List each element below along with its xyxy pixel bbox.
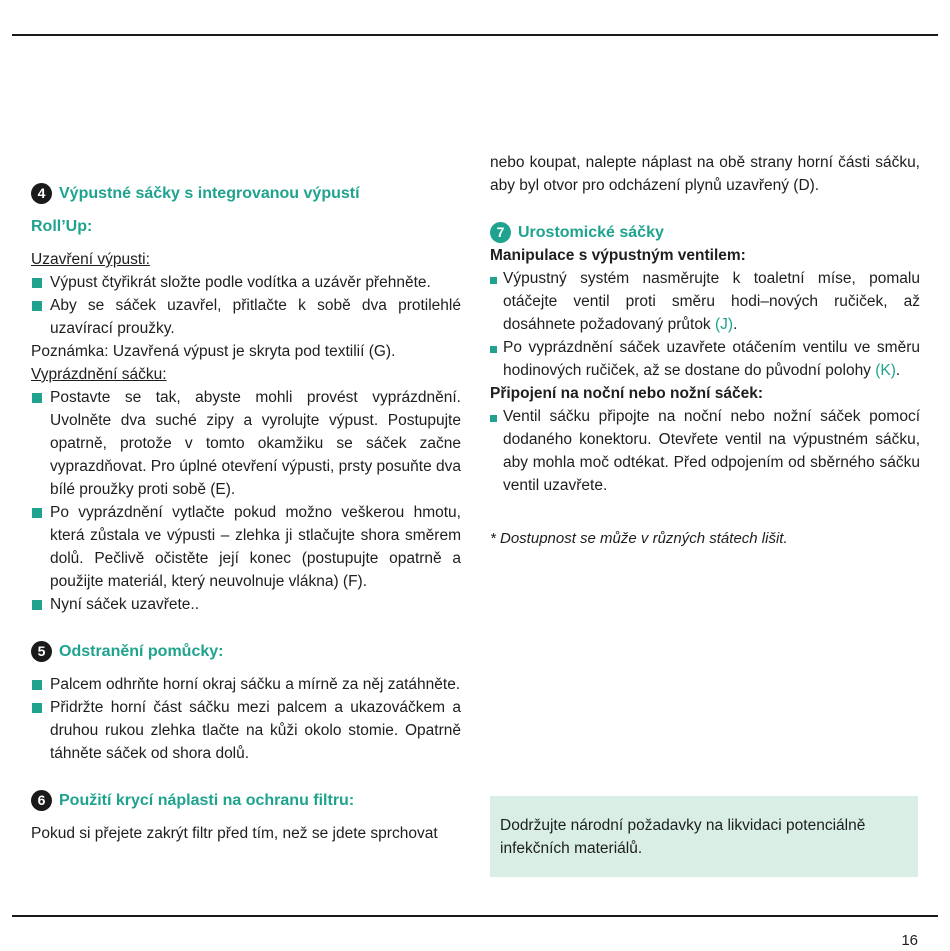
list-item: Přidržte horní část sáčku mezi palcem a ukazováčkem a druhou rukou zlehka tlačte na kůži okolo stomie. Opatrně táhněte sáček od shora dolů. bbox=[31, 696, 461, 765]
section-number-badge: 4 bbox=[31, 183, 52, 204]
section-5-title: Odstranění pomůcky: bbox=[59, 643, 224, 660]
list-item: Po vyprázdnění sáček uzavřete otáčením ventilu ve směru hodinových ručiček, až se dostane do původní polohy (K). bbox=[490, 336, 920, 382]
section-6-title: Použití krycí náplasti na ochranu filtru: bbox=[59, 792, 355, 809]
right-column bbox=[490, 151, 920, 550]
list-item: Palcem odhrňte horní okraj sáčku a mírně za něj zatáhněte. bbox=[31, 673, 461, 696]
availability-note: * Dostupnost se může v různých státech lišit. bbox=[490, 530, 788, 547]
list-item: Ventil sáčku připojte na noční nebo nožní sáček pomocí dodaného konektoru. Otevřete ventil na výpustném sáčku, aby mohla moč odtékat. Před odpojením od sběrného sáčku ventil uzavřete. bbox=[490, 405, 920, 497]
emptying-label: Vyprázdnění sáčku: bbox=[31, 366, 167, 383]
section-number-badge: 6 bbox=[31, 790, 52, 811]
night-bag-list bbox=[490, 405, 920, 497]
section-number-badge: 7 bbox=[490, 222, 511, 243]
disposal-infobox bbox=[490, 796, 918, 877]
list-item: Po vyprázdnění vytlačte pokud možno veškerou hmotu, která zůstala ve výpusti – zlehka ji stlačujte shora směrem dolů. Pečlivě očistěte její konec (postupujte opatrně a použijte materiál, který neuvolnuje vlákna) (F). bbox=[31, 501, 461, 593]
section-7-heading bbox=[490, 221, 920, 244]
top-rule bbox=[12, 34, 938, 36]
valve-list bbox=[490, 267, 920, 382]
list-item: Postavte se tak, abyste mohli provést vyprázdnění. Uvolněte dva suché zipy a vyrolujte výpust. Postupujte opatrně, protože v tomto okamžiku se sáček začne vyprazdňovat. Pro úplné otevření výpusti, prsty posuňte dva bílé proužky proti sobě (E). bbox=[31, 386, 461, 501]
removal-list bbox=[31, 673, 461, 765]
night-bag-label: Připojení na noční nebo nožní sáček: bbox=[490, 385, 764, 402]
closing-label: Uzavření výpusti: bbox=[31, 251, 150, 268]
section-4-title: Výpustné sáčky s integrovanou výpustí bbox=[59, 185, 360, 202]
section-5-heading bbox=[31, 640, 461, 663]
list-item: Výpustný systém nasměrujte k toaletní míse, pomalu otáčejte ventil proti směru hodi–nových ručiček, až dosáhnete požadovaný průtok (J). bbox=[490, 267, 920, 336]
figure-ref: (J) bbox=[715, 316, 734, 333]
closing-list bbox=[31, 271, 461, 340]
list-item: Výpust čtyřikrát složte podle vodítka a uzávěr přehněte. bbox=[31, 271, 461, 294]
rollup-subtitle: Roll’Up: bbox=[31, 218, 93, 235]
figure-ref: (K) bbox=[875, 362, 896, 379]
list-item: Aby se sáček uzavřel, přitlačte k sobě dva protilehlé uzavírací proužky. bbox=[31, 294, 461, 340]
emptying-list bbox=[31, 386, 461, 616]
page-number: 16 bbox=[901, 932, 918, 949]
section-number-badge: 5 bbox=[31, 641, 52, 662]
section-6-text: Pokud si přejete zakrýt filtr před tím, než se jdete sprchovat bbox=[31, 825, 438, 842]
bottom-rule bbox=[12, 915, 938, 917]
left-column bbox=[31, 182, 461, 845]
section-4-heading bbox=[31, 182, 461, 205]
valve-label: Manipulace s výpustným ventilem: bbox=[490, 247, 746, 264]
infobox-text: Dodržujte národní požadavky na likvidaci potenciálně infekčních materiálů. bbox=[500, 817, 866, 857]
section-7-title: Urostomické sáčky bbox=[518, 224, 664, 241]
list-item: Nyní sáček uzavřete.. bbox=[31, 593, 461, 616]
note-text: Poznámka: Uzavřená výpust je skryta pod textilií (G). bbox=[31, 343, 396, 360]
continuation-text: nebo koupat, nalepte náplast na obě strany horní části sáčku, aby byl otvor pro odcházení plynů uzavřený (D). bbox=[490, 154, 920, 194]
section-6-heading bbox=[31, 789, 461, 812]
